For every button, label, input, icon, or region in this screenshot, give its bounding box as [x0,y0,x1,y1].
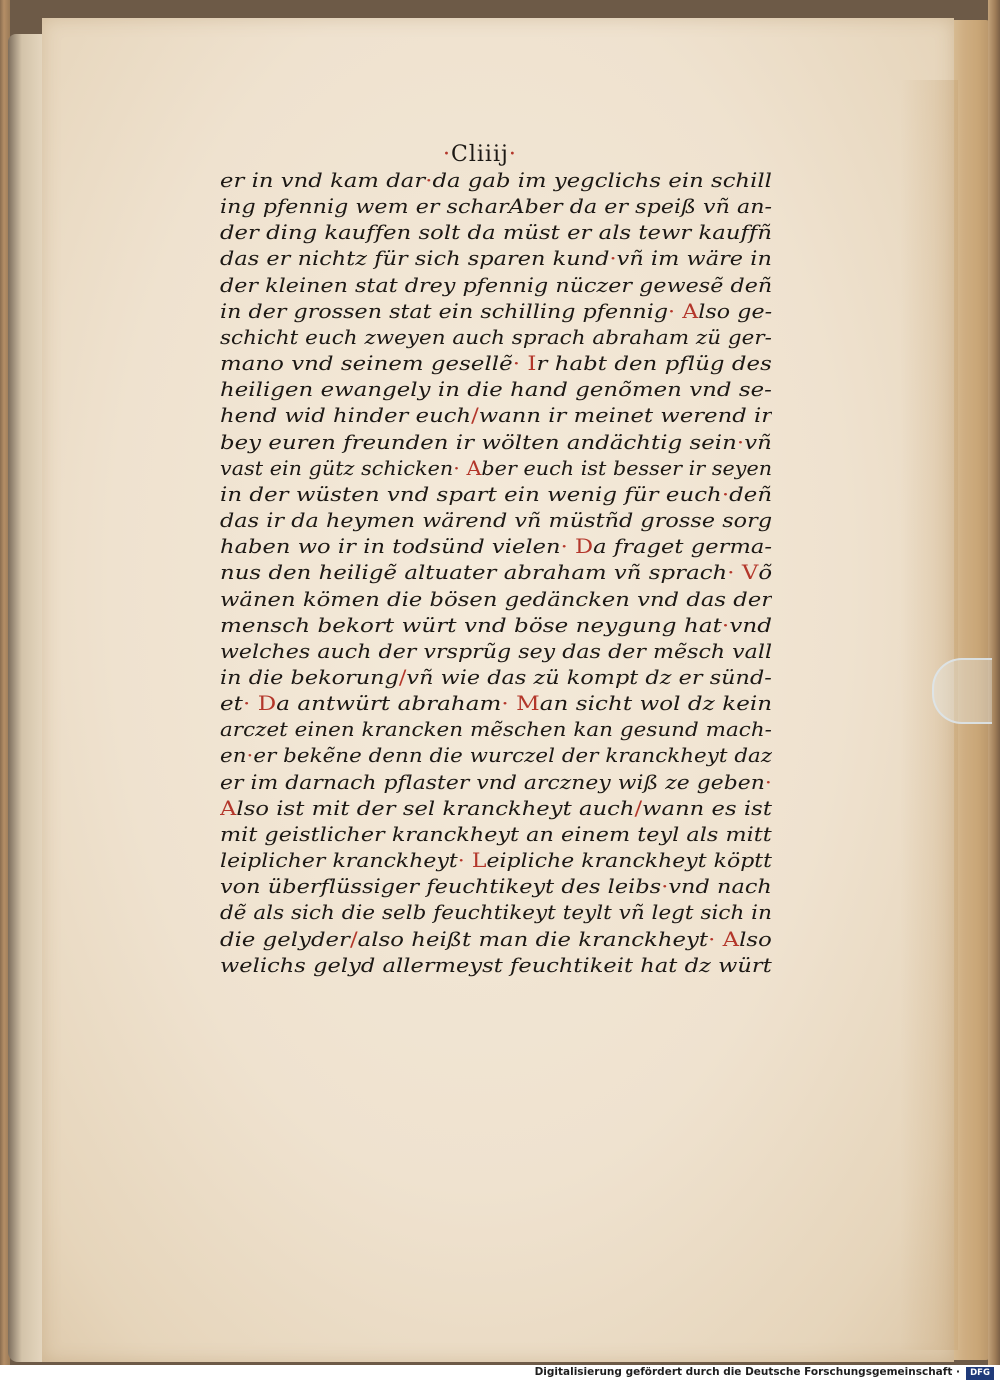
rubricated-initial: A [220,796,237,820]
text-segment: welichs gelyd allermeyst feuchtikeit hat dz würt [220,953,772,977]
text-segment: vast ein gütz schicken [220,456,454,480]
text-segment: lso [739,927,772,951]
text-segment: wann es ist [642,796,772,820]
text-segment: vñ [744,430,772,454]
text-line [220,639,772,665]
rubric-mark: / [471,404,479,428]
text-line [220,848,772,874]
text-segment: lso ge- [698,299,772,323]
folio-mark-left: · [443,142,451,167]
text-segment: dẽ als sich die selb feuchtikeyt teylt vñ legt sich in [220,901,772,925]
rubric-mark: · [721,613,730,637]
text-segment: haben wo ir in todsünd vielen [220,535,561,559]
rubric-mark: · [721,482,730,506]
text-segment: die gelyder [220,927,350,951]
text-line [220,456,772,482]
text-segment: vnd [729,613,772,637]
text-segment: das ir da heymen wärend vñ müstñd grosse sorg [220,509,772,533]
text-segment: nus den heiligẽ altuater abraham vñ sprach [220,561,728,585]
text-segment: mensch bekort würt vnd böse neygung hat [220,613,722,637]
rubric-mark: · [501,692,509,716]
rubricated-initial: D [257,692,277,716]
text-line [220,430,772,456]
text-segment: der ding kauffen solt da müst er als tewr kauffñ [220,221,772,245]
text-line [220,796,772,822]
text-line [220,377,772,403]
dfg-logo: DFG [966,1367,994,1380]
text-line [220,246,772,272]
text-segment [735,561,742,584]
text-segment: õ [758,561,772,585]
footer-bar [0,1365,1000,1383]
text-segment: wann ir meinet werend ir [478,404,772,428]
rubric-mark: · [246,744,254,768]
text-segment: vnd nach [668,875,772,899]
text-line [220,743,772,769]
text-segment: wänen kömen die bösen gedäncken vnd das der [220,587,772,611]
text-line [220,927,772,953]
text-segment: bey euren freunden ir wölten andächtig sein [220,430,737,454]
text-segment: r habt den pflüg des [536,352,772,376]
text-line [220,613,772,639]
text-segment: in der wüsten vnd spart ein wenig für euch [220,482,722,506]
rubric-mark: · [708,927,716,951]
text-segment: hend wid hinder euch [220,404,472,428]
rubric-mark: / [398,665,407,689]
text-segment: mit geistlicher kranckheyt an einem teyl als mitt [220,822,772,846]
text-segment: ber da er speiß vñ an- [524,195,772,219]
footer-credit: Digitalisierung gefördert durch die Deutsche Forschungsgemeinschaft · [534,1366,960,1378]
text-segment: lso ist mit der sel kranckheyt auch [236,796,635,820]
text-segment: er in vnd kam dar [220,169,426,192]
text-line [220,482,772,508]
text-line [220,587,772,613]
text-segment: in die bekorung [220,665,399,689]
text-segment: arczet einen krancken mẽschen kan gesund mach- [220,718,772,742]
rubric-mark: · [661,875,669,899]
text-segment: also heißt man die kranckheyt [357,927,709,951]
rubricated-initial: A [682,299,699,323]
text-line [220,299,772,325]
rubric-mark: · [425,169,433,192]
text-line [220,168,772,194]
rubric-mark: · [727,561,735,585]
page-clip [932,658,992,724]
text-segment: deñ [729,482,772,506]
text-line [220,194,772,220]
rubric-mark: · [457,849,465,873]
text-line [220,534,772,560]
rubric-mark: / [349,927,358,951]
text-block [220,168,772,979]
text-line [220,220,772,246]
text-segment: A [508,195,525,219]
rubric-mark: · [764,770,772,794]
text-segment [465,849,472,872]
text-line [220,273,772,299]
rubricated-initial: A [722,927,740,951]
text-segment: welches auch der vrsprũg sey das der mẽsch vall [220,639,772,663]
rubric-mark: · [560,535,568,559]
text-segment: en [220,744,247,768]
folio-mark-right: · [508,142,517,167]
folio-text: Cliiij [451,142,509,167]
text-segment: er bekẽne denn die wurczel der kranckheyt daz [253,744,772,768]
text-segment: heiligen ewangely in die hand genõmen vnd se- [220,378,772,402]
text-line [220,351,772,377]
text-line [220,953,772,979]
rubric-mark: · [242,692,251,716]
text-segment: a antwürt abraham [276,692,502,716]
rubricated-initial: A [466,456,482,480]
text-line [220,325,772,351]
text-segment: vñ im wäre in [616,247,772,271]
rubric-mark: · [609,247,617,271]
text-line [220,770,772,796]
text-line [220,403,772,429]
text-segment: ber euch ist besser ir seyen [481,456,772,480]
text-line [220,822,772,848]
text-line [220,874,772,900]
text-line [220,691,772,717]
text-segment: der kleinen stat drey pfennig nüczer gewesẽ deñ [220,273,772,297]
rubric-mark: · [512,352,521,376]
text-segment: eipliche kranckheyt köptt [486,849,772,873]
text-segment: schicht euch zweyen auch sprach abraham zü ger- [220,325,772,349]
text-line [220,900,772,926]
text-segment: mano vnd seinem gesellẽ [220,352,513,376]
text-line [220,560,772,586]
text-segment: das er nichtz für sich sparen kund [220,247,610,271]
rubricated-initial: L [471,849,487,873]
text-segment: von überflüssiger feuchtikeyt des leibs [220,875,662,899]
text-segment [715,928,722,951]
text-segment: da gab im yegclichs ein schill [432,169,772,192]
text-segment: ing pfennig wem er schar [220,195,509,219]
text-segment: et [220,692,243,716]
rubric-mark: · [736,430,745,454]
text-segment: leiplicher kranckheyt [220,849,458,873]
text-segment: in der grossen stat ein schilling pfennig [220,299,669,323]
text-segment: an sicht wol dz kein [539,692,772,716]
text-line [220,665,772,691]
text-segment: a fraget germa- [593,535,772,559]
rubricated-initial: I [527,352,537,376]
folio-number [443,142,517,167]
rubricated-initial: D [575,535,594,559]
rubric-mark: · [453,456,460,480]
text-segment [520,352,527,375]
rubric-mark: / [634,796,643,820]
text-line [220,717,772,743]
rubricated-initial: M [516,692,540,716]
rubricated-initial: V [741,561,759,585]
text-segment: er im darnach pflaster vnd arczney wiß ze geben [220,770,765,794]
text-segment: vñ wie das zü kompt dz er sünd- [406,665,772,689]
text-line [220,508,772,534]
rubric-mark: · [668,299,676,323]
